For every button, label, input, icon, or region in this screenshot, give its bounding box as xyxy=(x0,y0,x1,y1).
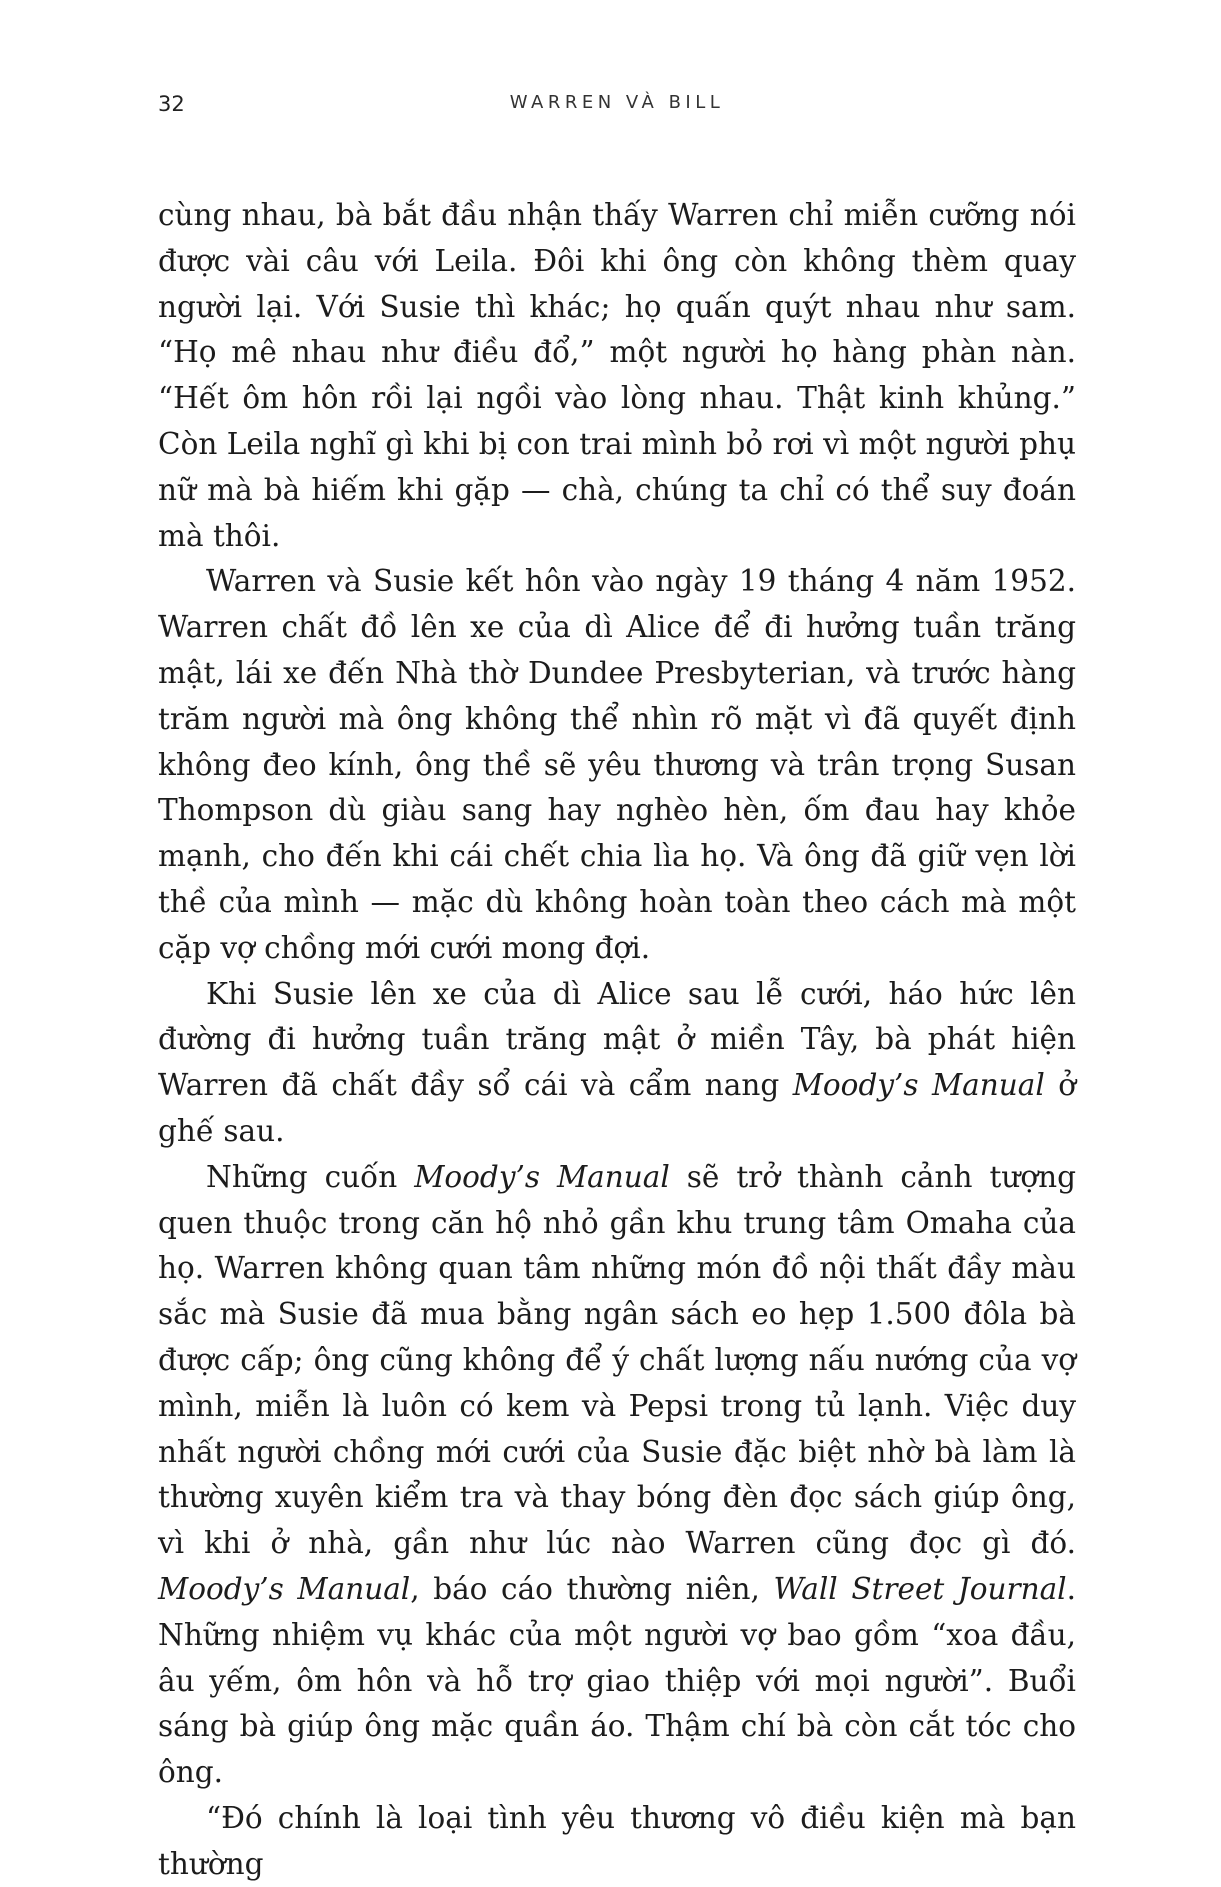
italic-title: Moody’s Manual xyxy=(158,1571,411,1606)
italic-title: Wall Street Journal xyxy=(773,1571,1067,1606)
text-segment: cùng nhau, bà bắt đầu nhận thấy Warren chỉ miễn cưỡng nói được vài câu với Leila. Đôi khi ông còn không thèm quay người lại. Với Susie thì khác; họ quấn quýt nhau như sam. “Họ mê nhau như điều đổ,” một người họ hàng phàn nàn. “Hết ôm hôn rồi lại ngồi vào lòng nhau. Thật kinh khủng.” Còn Leila nghĩ gì khi bị con trai mình bỏ rơi vì một người phụ nữ mà bà hiếm khi gặp — chà, chúng ta chỉ có thể suy đoán mà thôi. xyxy=(158,198,1076,553)
text-segment: , báo cáo thường niên, xyxy=(410,1571,774,1606)
page-header xyxy=(158,92,1076,132)
italic-title: Moody’s Manual xyxy=(414,1159,670,1194)
paragraph xyxy=(158,559,1076,971)
text-segment: Warren và Susie kết hôn vào ngày 19 tháng 4 năm 1952. Warren chất đồ lên xe của dì Alice để đi hưởng tuần trăng mật, lái xe đến Nhà thờ Dundee Presbyterian, và trước hàng trăm người mà ông không thể nhìn rõ mặt vì đã quyết định không đeo kính, ông thề sẽ yêu thương và trân trọng Susan Thompson dù giàu sang hay nghèo hèn, ốm đau hay khỏe mạnh, cho đến khi cái chết chia lìa họ. Và ông đã giữ vẹn lời thề của mình — mặc dù không hoàn toàn theo cách mà một cặp vợ chồng mới cưới mong đợi. xyxy=(158,564,1076,965)
text-segment: . Những nhiệm vụ khác của một người vợ bao gồm “xoa đầu, âu yếm, ôm hôn và hỗ trợ giao thiệp với mọi người”. Buổi sáng bà giúp ông mặc quần áo. Thậm chí bà còn cắt tóc cho ông. xyxy=(158,1571,1076,1790)
paragraph xyxy=(158,1796,1076,1887)
italic-title: Moody’s Manual xyxy=(792,1068,1045,1103)
page-number: 32 xyxy=(158,92,185,116)
running-head: WARREN VÀ BILL xyxy=(509,92,725,113)
body-text xyxy=(158,193,1076,1887)
text-segment: ở ghế sau. xyxy=(158,1068,1077,1148)
paragraph xyxy=(158,193,1076,559)
paragraph xyxy=(158,972,1076,1155)
text-segment: “Đó chính là loại tình yêu thương vô điều kiện mà bạn thường xyxy=(158,1800,1076,1881)
text-segment: Khi Susie lên xe của dì Alice sau lễ cưới, háo hức lên đường đi hưởng tuần trăng mật ở miền Tây, bà phát hiện Warren đã chất đầy sổ cái và cẩm nang xyxy=(158,976,1076,1103)
text-segment: sẽ trở thành cảnh tượng quen thuộc trong căn hộ nhỏ gần khu trung tâm Omaha của họ. Warren không quan tâm những món đồ nội thất đầy màu sắc mà Susie đã mua bằng ngân sách eo hẹp 1.500 đôla bà được cấp; ông cũng không để ý chất lượng nấu nướng của vợ mình, miễn là luôn có kem và Pepsi trong tủ lạnh. Việc duy nhất người chồng mới cưới của Susie đặc biệt nhờ bà làm là thường xuyên kiểm tra và thay bóng đèn đọc sách giúp ông, vì khi ở nhà, gần như lúc nào Warren cũng đọc gì đó. xyxy=(158,1159,1076,1561)
paragraph xyxy=(158,1155,1076,1796)
text-segment: Những cuốn xyxy=(206,1159,415,1194)
